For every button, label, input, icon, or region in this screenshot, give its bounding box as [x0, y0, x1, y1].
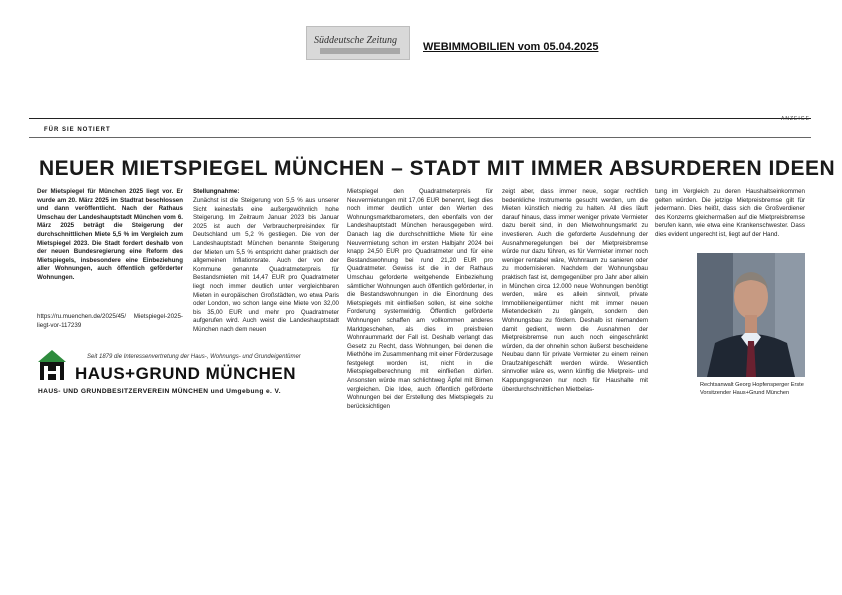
top-divider: [29, 118, 811, 119]
article-column-2: Zunächst ist die Steigerung von 5,5 % aus unserer Sicht keinesfalls eine außergewöhnlich hohe Steigerung. Im Zeitraum Januar 2023 bis Januar 2025 ist auch der Verbraucherpreisindex für Deutschland um 5,2 % gestiegen. Die von der Landeshauptstadt München benannte Steigerung der Mieten um 5,5 % entspricht daher praktisch der allgemeinen Inflationsrate. Auch der von der Kommune genannte Quadratmeterpreis für Bestandsmieten mit 14,47 EUR pro Quadratmeter liegt noch immer deutlich unter vergleichbaren Mieten in europäischen Großstädten, wo etwa Paris oder London, wo schon lange eine Miete von 32,00 bis 35,00 EUR und mehr pro Quadratmeter aufgerufen wird. Auch weist die Landeshauptstadt München nach dem neuen: [193, 197, 339, 333]
article-column-4: zeigt aber, dass immer neue, sogar rechtlich bedenkliche Instrumente gesucht werden, um die Mieten künstlich niedrig zu halten. All dies läuft darauf hinaus, dass immer weniger private Vermieter dazu bereit sind, in den Mietwohnungsmarkt zu investieren. Auch die geforderte Ausdehnung der Ausnahmeregelungen bei der Mietpreisbremse würde nur dazu führen, es für Vermieter immer noch weniger rentabel wäre, Wohnraum zu sanieren oder zu modernisieren. Nachdem der Wohnungsbau praktisch fast ist, demgegenüber pro Jahr aber allein in München circa 12.000 neue Wohnungen benötigt werden, wäre es allein sinnvoll, private Immobilieneigentümer nicht mit immer neuen Mietendeckeln zu gängeln, sondern den Wohnungsbau zu fördern. Deshalb ist niemandem damit gedient, wenn die Ausnahmen der Mietpreisbremse nun auch noch eingeschränkt würden, da der ohnehin schon äußerst bescheidene Neubau dann für private Vermieter zu einem reinen Draufzahlgeschäft werden würde. Wesentlich sinnvoller wäre es, wenn künftig die Mietpreis- und Kappungsgrenzen nur noch für Haushalte mit überdurchschnittlichen Mietbelas-: [502, 188, 648, 393]
hausgrund-name: HAUS+GRUND MÜNCHEN: [75, 364, 297, 383]
hausgrund-subtitle: HAUS- UND GRUNDBESITZERVEREIN MÜNCHEN und Umgebung e. V.: [38, 388, 281, 395]
ad-label: ANZEIGE: [781, 116, 810, 122]
article-headline: NEUER MIETSPIEGEL MÜNCHEN – STADT MIT IMMER ABSURDEREN IDEEN: [39, 157, 836, 180]
hausgrund-logo-icon: [37, 349, 67, 381]
section-divider: [29, 137, 811, 138]
newspaper-logo-text: Süddeutsche Zeitung: [314, 35, 398, 46]
article-column-5: tung im Vergleich zu deren Haushaltseinkommen gelten würden. Die jetzige Mietpreisbremse gilt für jedermann. Dies heißt, dass sich die Großverdiener des Konzerns gleichermaßen auf die Mietpreisbremse berufen kann, wie etwa eine Krankenschwester. Dass dies evident ungerecht ist, liegt auf der Hand.: [655, 188, 805, 238]
article-intro: Der Mietspiegel für München 2025 liegt vor. Er wurde am 20. März 2025 im Stadtrat beschlossen und dann veröffentlicht. Nach der Rathaus Umschau der Landeshauptstadt München vom 6. März 2025 beträgt die Steigerung der durchschnittlichen Miete 5,5 % im Vergleich zum Mietspiegel 2023. Die Stadt fordert deshalb von der neuen Bundesregierung eine Reform des Mietspiegels, insbesondere eine Einbeziehung aller Wohnungen, auch öffentlich geförderter Wohnungen.: [37, 188, 183, 281]
portrait-photo: [697, 253, 805, 377]
statement-heading: Stellungnahme:: [193, 188, 240, 195]
portrait-illustration: [697, 253, 805, 377]
hausgrund-tagline: Seit 1879 die Interessenvertretung der Haus-, Wohnungs- und Grundeigentümer: [87, 354, 301, 360]
newspaper-logo-underline: [320, 48, 400, 54]
photo-caption: Rechtsanwalt Georg Hopfensperger Erste Vorsitzender Haus+Grund München: [700, 382, 804, 396]
source-link[interactable]: https://ru.muenchen.de/2025/45/ Mietspiegel-2025-liegt-vor-117239: [37, 313, 183, 329]
article-column-3: Mietspiegel den Quadratmeterpreis für Neuvermietungen mit 17,06 EUR benennt, liegt dies noch immer deutlich unter den Werten des Wohnungsmarktbarometers, den ebenfalls von der Landeshauptstadt München herausgegeben wird. Danach lag die durchschnittliche Miete für eine Neuvermietung schon im ersten Halbjahr 2024 bei knapp 24,50 EUR pro Quadratmeter und für eine Bestandswohnung bei rund 21,20 EUR pro Quadratmeter. Gewiss ist die in der Rathaus Umschau geforderte weitgehende Einbeziehung sämtlicher Wohnungen auch öffentlich geförderter, in die Bestandswohnungen in die Einordnung des Mietspiegels mit einfließen sollen, ist eine solche Forderung systemwidrig. Öffentlich geförderte Wohnungen schaffen am vollkommen anderes Marktgeschehen, als dies im preisfreien Wohnraummarkt der Fall ist. Deshalb verlangt das Gesetz zu Recht, dass Wohnungen, bei denen die Miethöhe im Zusammenhang mit einer Förderzusage festgelegt worden ist, nicht in die Mietspiegelberechnung mit einfließen dürfen. Ansonsten würde man schlichtweg Äpfel mit Birnen vergleichen. Die Idee, auch öffentlich geförderte Wohnungen bei der Erstellung des Mietspiegels zu berücksichtigen: [347, 188, 493, 410]
publication-title: WEBIMMOBILIEN vom 05.04.2025: [423, 41, 599, 53]
section-label: FÜR SIE NOTIERT: [44, 127, 111, 133]
